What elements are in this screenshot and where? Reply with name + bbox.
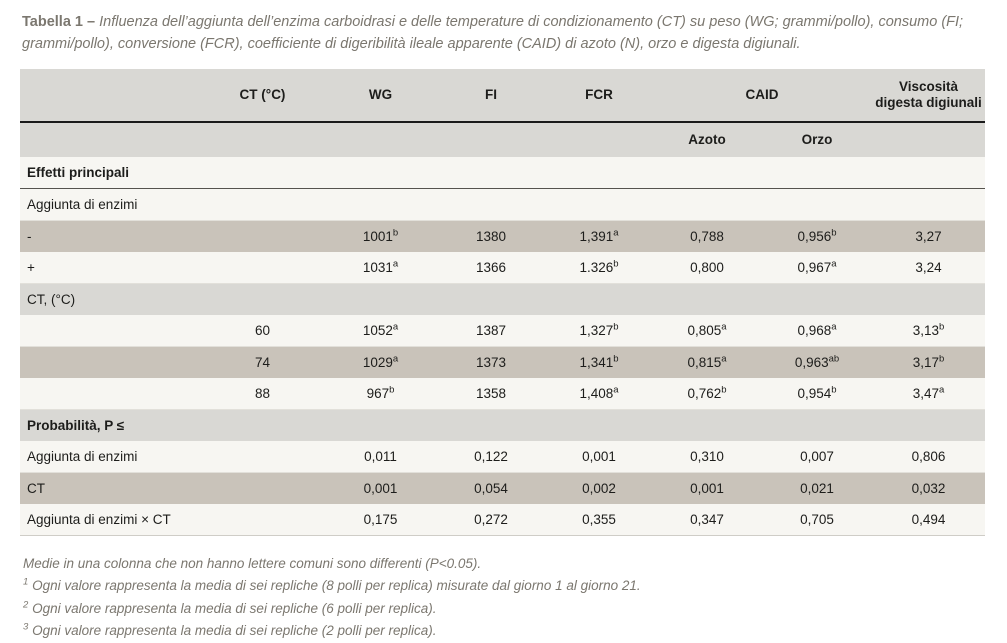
table-cell: [436, 283, 546, 315]
table-cell: 3,27: [915, 228, 942, 244]
table-cell: 0,956$^b$: [797, 227, 837, 244]
col-header-caid: CAID: [652, 69, 872, 122]
table-cell: [436, 188, 546, 220]
table-cell: 0,815$^a$: [687, 353, 727, 370]
table-cell: 1380: [475, 228, 507, 244]
table-cell: [762, 283, 872, 315]
data-table: [20, 69, 985, 536]
table-cell: [546, 188, 652, 220]
table-cell: 0,001: [582, 448, 616, 464]
row-label: -: [27, 228, 32, 244]
table-cell: 0,800: [690, 259, 724, 275]
table-cell: [872, 157, 985, 189]
table-row: [20, 188, 985, 220]
table-row: [20, 157, 985, 189]
table-cell: 0,054: [474, 480, 508, 496]
col-header-wg: WG: [325, 69, 436, 122]
table-title: [22, 12, 984, 56]
table-cell: 3,13$^b$: [912, 321, 945, 338]
table-cell: 1373: [475, 354, 507, 370]
table-title-label: Tabella 1 –: [22, 14, 96, 30]
row-label: [20, 378, 200, 410]
table-body: [20, 157, 985, 536]
table-cell: [872, 409, 985, 441]
table-cell: 0,122: [474, 448, 508, 464]
table-cell: [872, 188, 985, 220]
table-cell: 0,347: [690, 511, 724, 527]
table-cell: 0,011: [364, 448, 397, 464]
table-cell: 1052$^a$: [362, 321, 399, 338]
table-cell: 1029$^a$: [362, 353, 399, 370]
col-header-orzo: Orzo: [801, 131, 833, 147]
table-cell: [652, 188, 762, 220]
col-header-empty: [20, 69, 200, 122]
row-label: Effetti principali: [27, 164, 130, 180]
table-cell: [652, 283, 762, 315]
table-cell: [200, 472, 325, 504]
table-cell: 0,007: [800, 448, 834, 464]
table-cell: 0,806: [911, 448, 946, 464]
table-cell: 967$^b$: [366, 384, 395, 401]
table-row: [20, 346, 985, 378]
table-cell: 0,805$^a$: [687, 321, 727, 338]
table-cell: [762, 157, 872, 189]
table-cell: 1031$^a$: [362, 258, 399, 275]
table-cell: 1,327$^b$: [579, 321, 619, 338]
table-cell: 0,762$^b$: [687, 384, 727, 401]
table-cell: 1366: [475, 259, 507, 275]
table-cell: 0,963$^{ab}$: [794, 353, 840, 370]
col-header-azoto: Azoto: [688, 131, 726, 147]
table-row: [20, 378, 985, 410]
table-cell: 1.326$^b$: [579, 258, 619, 275]
table-cell: [762, 409, 872, 441]
footnote-line: Medie in una colonna che non hanno lettere comuni sono differenti (P<0.05).: [23, 555, 482, 571]
table-cell: [546, 283, 652, 315]
table-cell: [200, 157, 325, 189]
table-cell: 3,17$^b$: [912, 353, 945, 370]
table-cell: [325, 157, 436, 189]
table-cell: [200, 441, 325, 473]
table-cell: 1001$^b$: [362, 227, 399, 244]
table-header: [20, 69, 985, 157]
table-cell: 1,391$^a$: [579, 227, 619, 244]
footnote-line: $^3$ Ogni valore rappresenta la media di sei repliche (2 polli per replica).: [23, 621, 437, 639]
table-cell: [546, 157, 652, 189]
table-row: [20, 441, 985, 473]
table-cell: 74: [254, 354, 271, 370]
table-cell: 0,001: [363, 480, 398, 496]
table-cell: 0,032: [911, 480, 946, 496]
subheader-empty: [20, 122, 652, 157]
row-label: Probabilità, P ≤: [27, 417, 125, 433]
table-cell: 0,002: [582, 480, 616, 496]
table-cell: [325, 283, 436, 315]
table-cell: [200, 188, 325, 220]
table-cell: 60: [254, 322, 271, 338]
row-label: [20, 315, 200, 347]
table-cell: [325, 409, 436, 441]
row-label: CT: [27, 480, 45, 496]
table-cell: 1,408$^a$: [579, 384, 619, 401]
table-cell: 0,954$^b$: [797, 384, 837, 401]
col-header-viscosita: Viscosità digesta digiunali: [872, 69, 985, 122]
table-row: [20, 283, 985, 315]
table-cell: 0,968$^a$: [797, 321, 837, 338]
table-row: [20, 504, 985, 536]
table-cell: [762, 188, 872, 220]
footnotes: [23, 553, 985, 643]
table-cell: [325, 188, 436, 220]
table-row: [20, 472, 985, 504]
table-cell: 3,24: [915, 259, 942, 275]
table-cell: 0,175: [363, 511, 398, 527]
table-cell: [200, 504, 325, 536]
table-cell: 0,788: [690, 228, 724, 244]
footnote-line: $^1$ Ogni valore rappresenta la media di sei repliche (8 polli per replica) misurate dal giorno 1 al giorno 21.: [23, 576, 641, 594]
table-cell: 0,355: [582, 511, 616, 527]
table-cell: 0,967$^a$: [797, 258, 837, 275]
row-label: CT, (°C): [27, 291, 76, 307]
row-label: [20, 346, 200, 378]
footnote-line: $^2$ Ogni valore rappresenta la media di sei repliche (6 polli per replica).: [23, 599, 437, 616]
row-label: Aggiunta di enzimi: [27, 448, 138, 464]
header-row-2: [20, 122, 985, 157]
table-row: [20, 252, 985, 284]
col-header-ct: CT (°C): [200, 69, 325, 122]
table-cell: 0,494: [911, 511, 946, 527]
table-cell: 1387: [475, 322, 507, 338]
table-cell: [436, 409, 546, 441]
table-cell: [546, 409, 652, 441]
table-cell: 3,47$^a$: [912, 384, 945, 401]
header-row-1: [20, 69, 985, 122]
table-cell: 1358: [475, 385, 507, 401]
table-cell: 0,001: [690, 480, 724, 496]
row-label: Aggiunta di enzimi × CT: [27, 511, 171, 527]
table-cell: 0,310: [690, 448, 724, 464]
table-cell: [872, 283, 985, 315]
table-row: [20, 220, 985, 252]
table-cell: 0,705: [800, 511, 834, 527]
table-title-text: Influenza dell’aggiunta dell’enzima carboidrasi e delle temperature di condizionamento (CT) su peso (WG; grammi/pollo), consumo (FI; grammi/pollo), conversione (FCR), coefficiente di digeribilità ileale apparente (CAID) di azoto (N), orzo e digesta digiunali.: [22, 14, 964, 52]
table-cell: [200, 283, 325, 315]
table-row: [20, 315, 985, 347]
table-cell: [200, 252, 325, 284]
table-cell: 0,021: [800, 480, 834, 496]
table-cell: [200, 220, 325, 252]
row-label: Aggiunta di enzimi: [27, 196, 138, 212]
table-cell: [652, 157, 762, 189]
subheader-empty-right: [872, 122, 985, 157]
table-cell: [436, 157, 546, 189]
row-label: +: [27, 259, 35, 275]
table-cell: 0,272: [474, 511, 508, 527]
table-cell: 88: [254, 385, 271, 401]
col-header-fcr: FCR: [546, 69, 652, 122]
table-cell: 1,341$^b$: [579, 353, 619, 370]
table-row: [20, 409, 985, 441]
table-cell: [200, 409, 325, 441]
table-cell: [652, 409, 762, 441]
col-header-fi: FI: [436, 69, 546, 122]
